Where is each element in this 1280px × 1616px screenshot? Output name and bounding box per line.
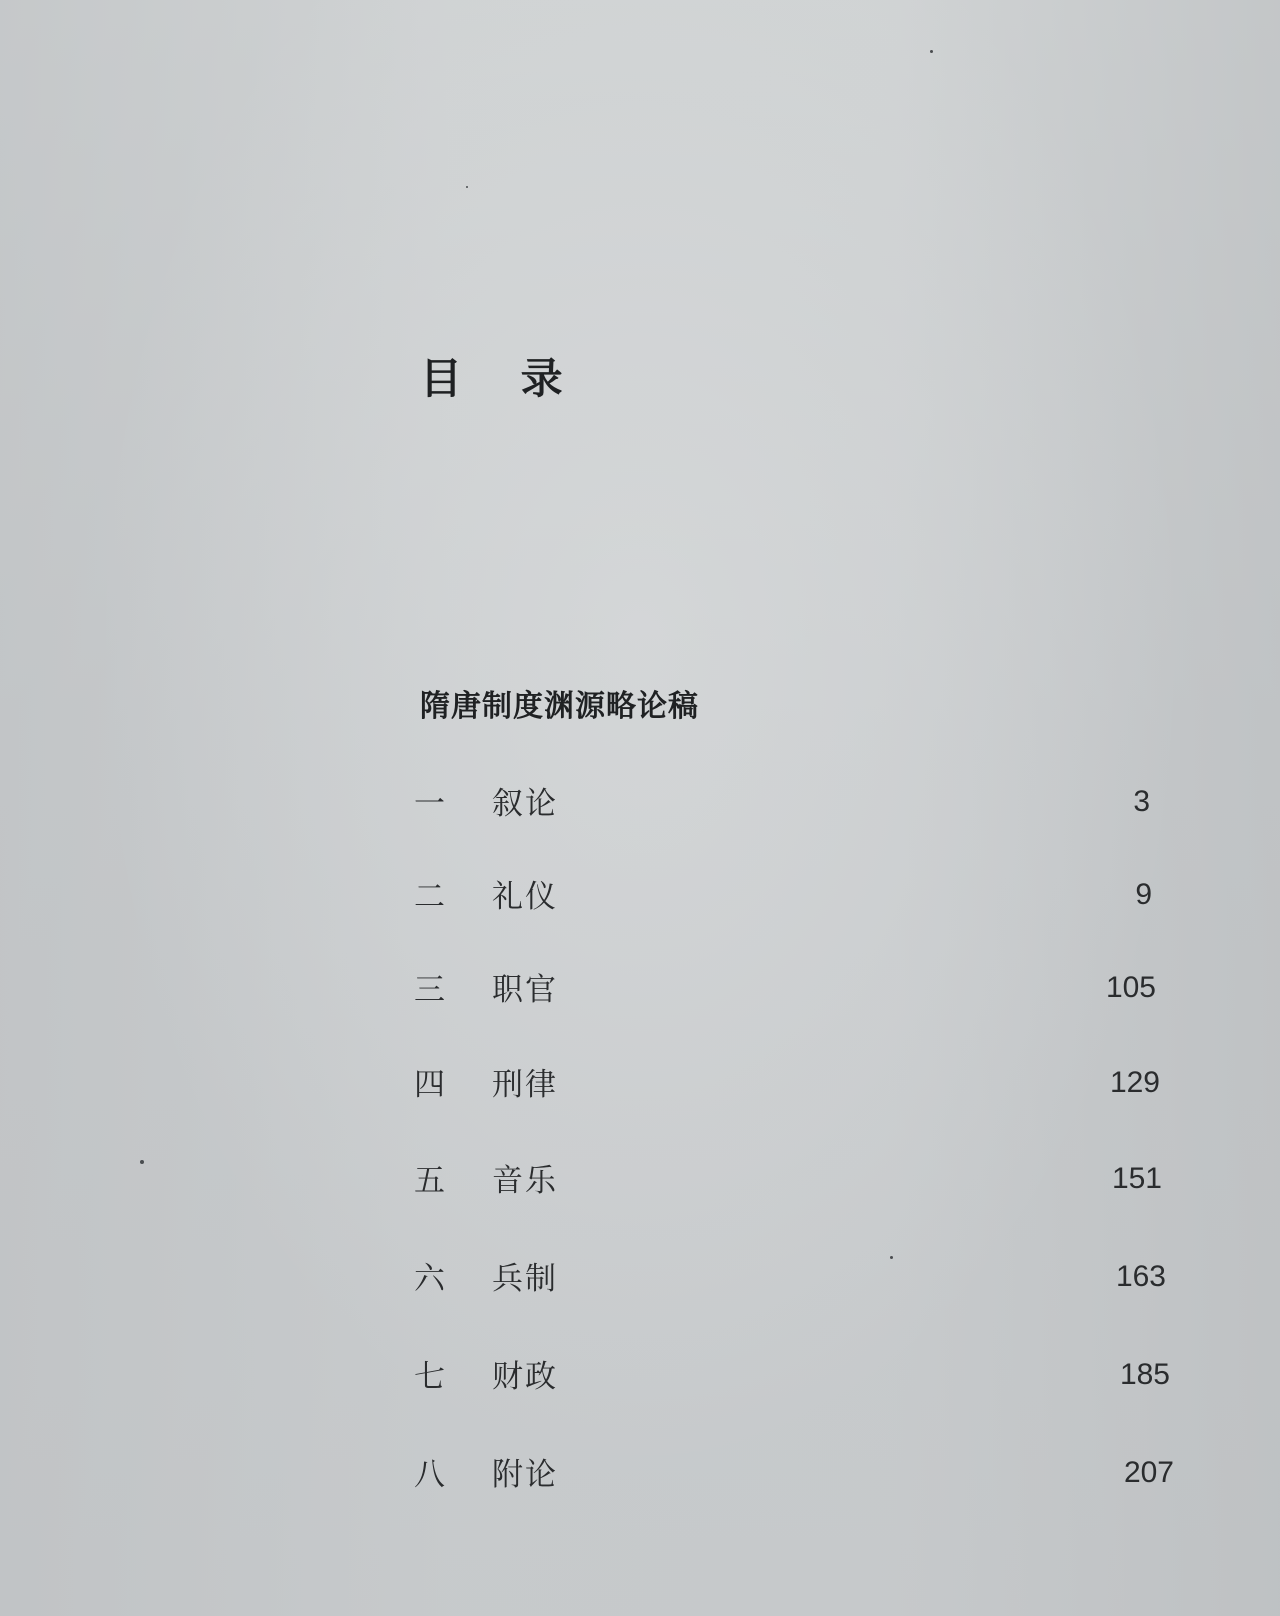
- chapter-row[interactable]: [414, 1455, 1174, 1495]
- chapter-row[interactable]: [414, 1161, 1174, 1201]
- chapter-page-number: 3: [1133, 785, 1150, 818]
- chapter-number: 八: [414, 1457, 445, 1493]
- chapter-row[interactable]: [414, 1357, 1174, 1397]
- chapter-number: 一: [414, 786, 445, 822]
- chapter-title: 职官: [492, 972, 558, 1008]
- chapter-page-number: 185: [1119, 1358, 1170, 1391]
- chapter-number: 六: [414, 1261, 445, 1297]
- book-title: 隋唐制度渊源略论稿: [420, 689, 699, 724]
- paper-speck: [140, 1160, 144, 1164]
- chapter-number: 七: [414, 1359, 445, 1395]
- chapter-page-number: 163: [1115, 1260, 1166, 1293]
- chapter-title: 叙论: [492, 786, 558, 822]
- chapter-page-number: 151: [1111, 1162, 1162, 1195]
- paper-speck: [890, 1256, 893, 1259]
- chapter-number: 二: [414, 879, 445, 915]
- chapter-row[interactable]: [414, 970, 1174, 1010]
- chapter-row[interactable]: [414, 784, 1174, 824]
- chapter-title: 刑律: [492, 1067, 558, 1103]
- chapter-row[interactable]: [414, 877, 1174, 917]
- chapter-number: 五: [414, 1163, 445, 1199]
- chapter-title: 兵制: [492, 1261, 558, 1297]
- chapter-row[interactable]: [414, 1065, 1174, 1105]
- chapter-page-number: 207: [1123, 1456, 1174, 1489]
- toc-heading: 目 录: [420, 354, 585, 403]
- chapter-row[interactable]: [414, 1259, 1174, 1299]
- paper-speck: [930, 50, 933, 53]
- chapter-title: 礼仪: [492, 879, 558, 915]
- chapter-number: 四: [414, 1067, 445, 1103]
- chapter-page-number: 105: [1105, 971, 1156, 1004]
- chapter-page-number: 9: [1135, 878, 1152, 911]
- chapter-title: 财政: [492, 1359, 558, 1395]
- chapter-number: 三: [414, 972, 445, 1008]
- paper-speck: [466, 186, 468, 188]
- chapter-title: 音乐: [492, 1163, 558, 1199]
- chapter-page-number: 129: [1109, 1066, 1160, 1099]
- chapter-title: 附论: [492, 1457, 558, 1493]
